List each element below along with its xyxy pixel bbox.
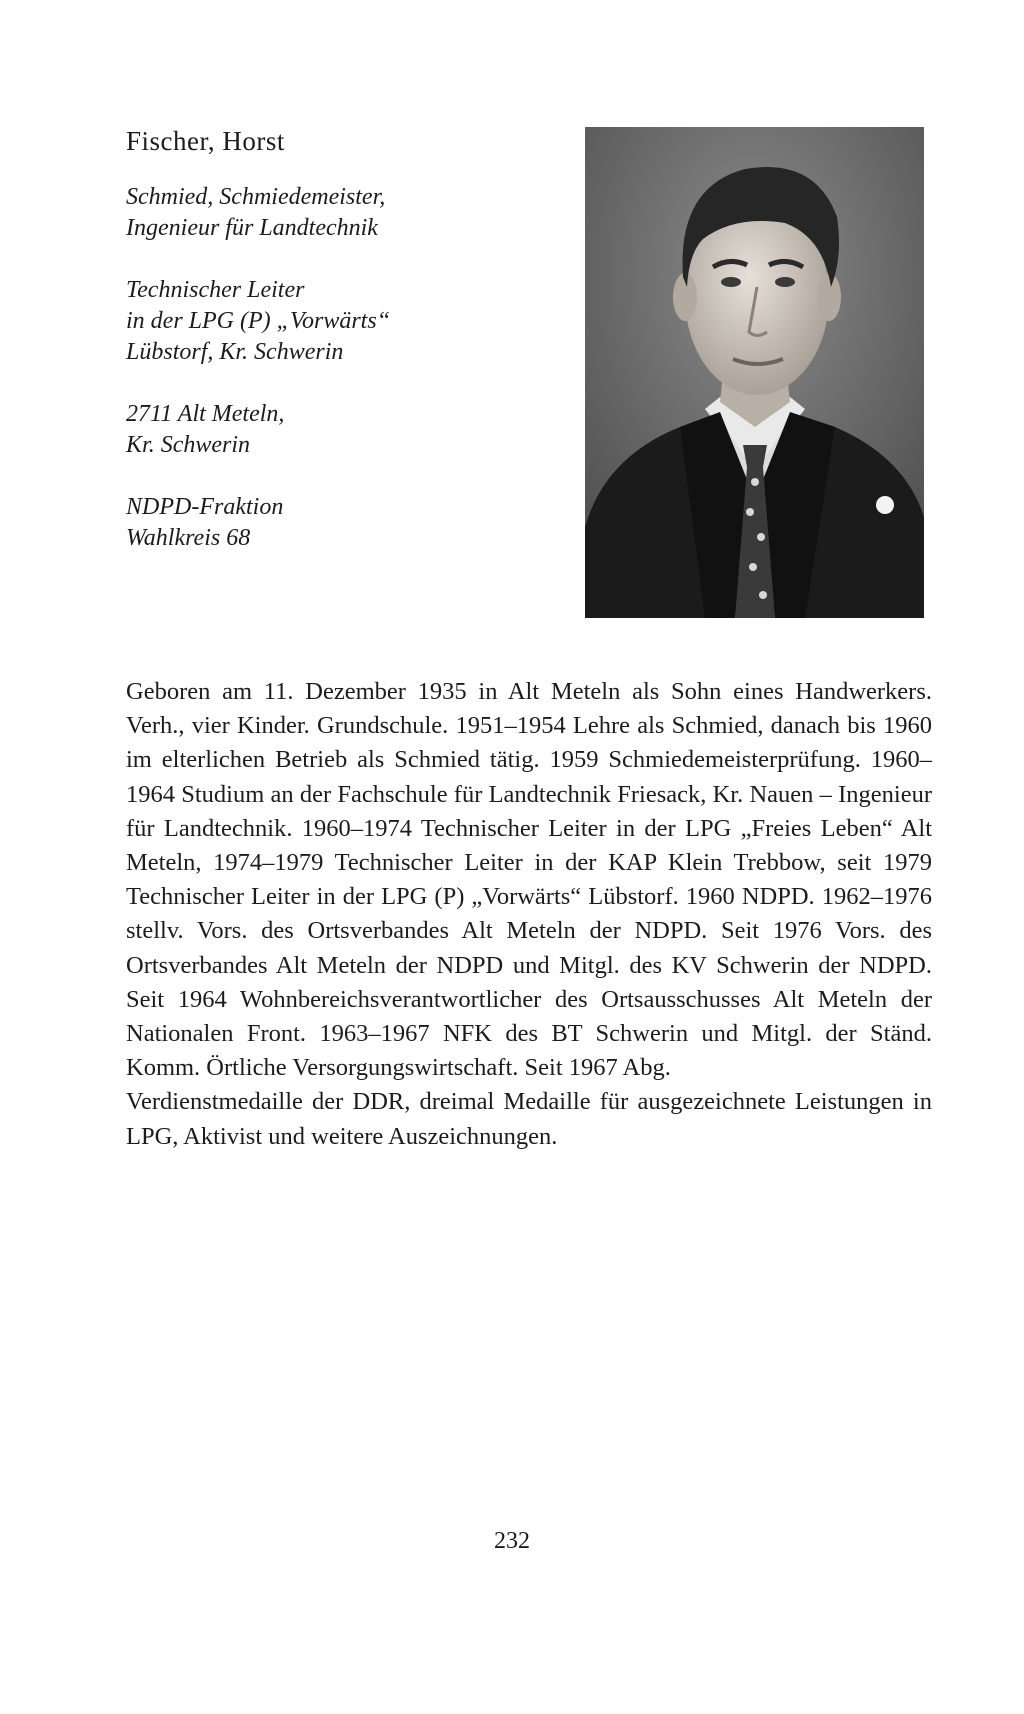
biography-paragraph: Verdienstmedaille der DDR, dreimal Medaille für ausgezeichnete Leistungen in LPG, Aktivist und weitere Auszeichnungen. [126,1088,932,1150]
right-ear [817,273,841,321]
position-line: Technischer Leiter [126,277,305,303]
occupation-block [126,182,566,244]
portrait-photo [585,127,924,618]
address-line: Kr. Schwerin [126,432,251,458]
position-block [126,275,566,368]
faction-line: Wahlkreis 68 [126,525,251,551]
position-line: in der LPG (P) „Vorwärts“ [126,308,391,334]
portrait-illustration [585,127,924,618]
biography [126,675,932,1154]
faction-block [126,492,566,554]
left-eye [721,277,741,287]
position-line: Lübstorf, Kr. Schwerin [126,339,344,365]
right-eye [775,277,795,287]
faction-line: NDPD-Fraktion [126,494,284,520]
occupation-line: Schmied, Schmiedemeister, [126,184,386,210]
biography-paragraph: Geboren am 11. Dezember 1935 in Alt Meteln als Sohn eines Handwerkers. Verh., vier Kinder. Grundschule. 1951–1954 Lehre als Schmied, danach bis 1960 im elterlichen Betrieb als Schmied tätig. 1959 Schmiedemeisterprüfung. 1960–1964 Studium an der Fachschule für Landtechnik Friesack, Kr. Nauen – Ingenieur für Landtechnik. 1960–1974 Technischer Leiter in der LPG „Freies Leben“ Alt Meteln, 1974–1979 Technischer Leiter in der KAP Klein Trebbow, seit 1979 Technischer Leiter in der LPG (P) „Vorwärts“ Lübstorf. 1960 NDPD. 1962–1976 stellv. Vors. des Ortsverbandes Alt Meteln der NDPD. Seit 1976 Vors. des Ortsverbandes Alt Meteln der NDPD und Mitgl. des KV Schwerin der NDPD. Seit 1964 Wohnbereichsverantwortlicher des Ortsausschusses Alt Meteln der Nationalen Front. 1963–1967 NFK des BT Schwerin und Mitgl. der Ständ. Komm. Örtliche Versorgungswirtschaft. Seit 1967 Abg. [126,678,932,1082]
occupation-line: Ingenieur für Landtechnik [126,215,378,241]
address-block [126,399,566,461]
page-number: 232 [494,1528,530,1554]
address-line: 2711 Alt Meteln, [126,401,285,427]
person-name: Fischer, Horst [126,126,285,156]
lapel-pin [876,496,894,514]
person-info [126,182,566,585]
